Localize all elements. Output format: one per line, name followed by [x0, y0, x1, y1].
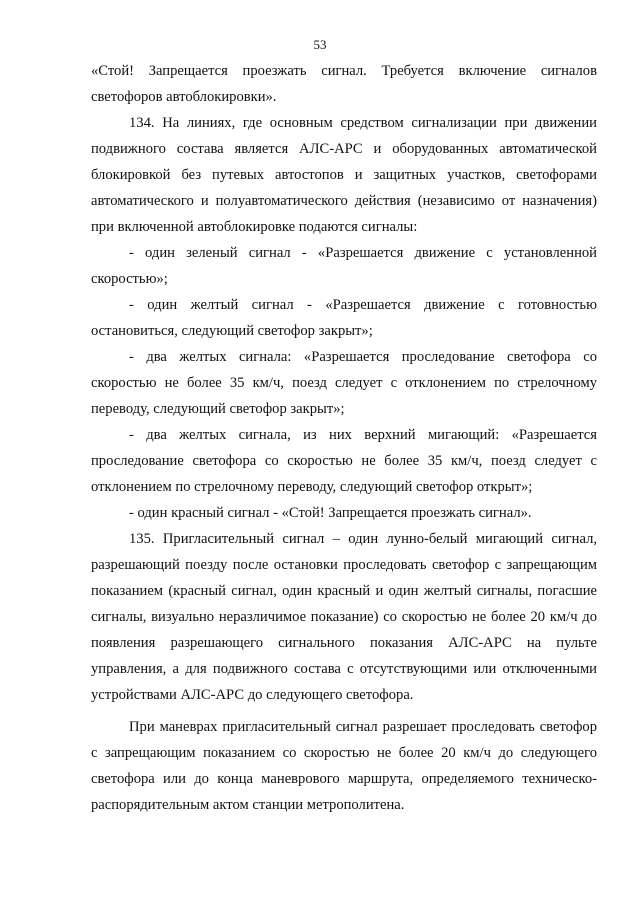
list-item-two-yellow-blinking: - два желтых сигнала, из них верхний мигающий: «Разрешается проследование светофора со скоростью не более 35 км/ч, поезд следует с отклонением по стрелочному переводу, следующий светофор открыт»; [91, 427, 597, 495]
paragraph-signal-continuation: «Стой! Запрещается проезжать сигнал. Требуется включение сигналов светофоров автоблокировки». [91, 63, 597, 105]
list-item-yellow-signal: - один желтый сигнал - «Разрешается движение с готовностью остановиться, следующий светофор закрыт»; [91, 297, 597, 339]
list-item-green-signal: - один зеленый сигнал - «Разрешается движение с установленной скоростью»; [91, 245, 597, 287]
paragraph-maneuvers: При маневрах пригласительный сигнал разрешает проследовать светофор с запрещающим показанием со скоростью не более 20 км/ч до следующего светофора или до конца маневрового маршрута, определяемого техническо-распорядительным актом станции метрополитена. [91, 719, 597, 813]
document-body [91, 58, 597, 818]
page-number: 53 [313, 37, 327, 52]
paragraph-item-134: 134. На линиях, где основным средством сигнализации при движении подвижного состава является АЛС-АРС и оборудованных автоматической блокировкой без путевых автостопов и защитных участков, светофорами автоматического и полуавтоматического действия (независимо от назначения) при включенной автоблокировке подаются сигналы: [91, 115, 597, 235]
paragraph-item-135: 135. Пригласительный сигнал – один лунно-белый мигающий сигнал, разрешающий поезду после остановки проследовать светофор с запрещающим показанием (красный сигнал, один красный и один желтый сигналы, погасшие сигналы, визуально неразличимое показание) со скоростью не более 20 км/ч до появления разрешающего сигнального показания АЛС-АРС на пульте управления, а для подвижного состава с отсутствующими или отключенными устройствами АЛС-АРС до следующего светофора. [91, 531, 597, 703]
list-item-red-signal: - один красный сигнал - «Стой! Запрещается проезжать сигнал». [129, 505, 532, 521]
list-item-two-yellow-signals: - два желтых сигнала: «Разрешается проследование светофора со скоростью не более 35 км/ч, поезд следует с отклонением по стрелочному переводу, следующий светофор закрыт»; [91, 349, 597, 417]
